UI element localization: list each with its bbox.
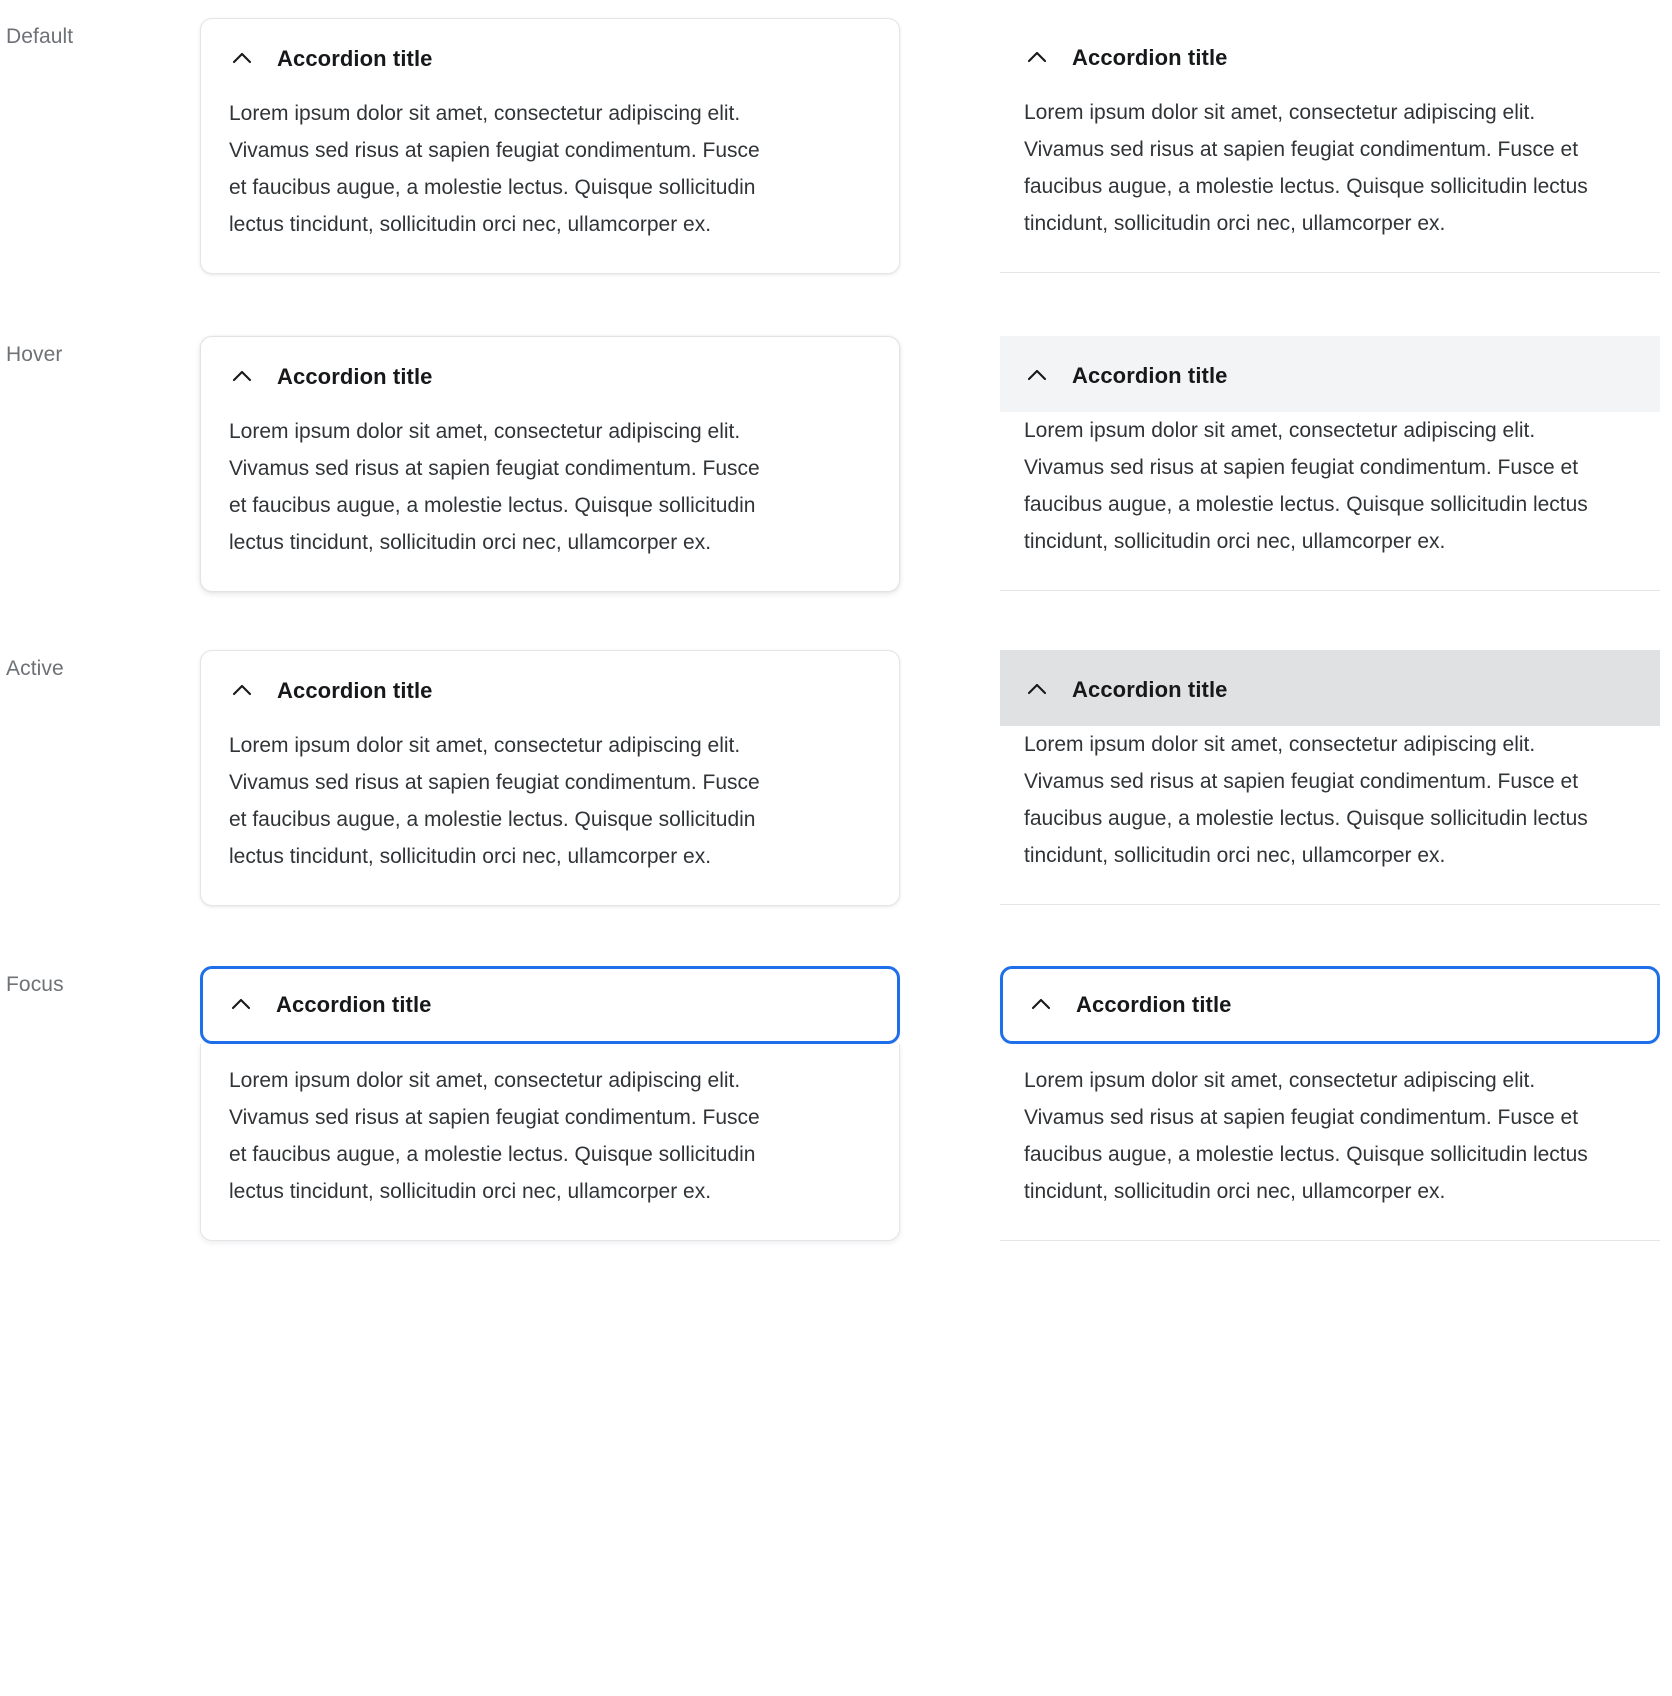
accordion-body: Lorem ipsum dolor sit amet, consectetur adipiscing elit. Vivamus sed risus at sapien feugiat condimentum. Fusce et faucibus augue, a molestie lectus. Quisque sollicitudin lectus tincidunt, sollicitudin orci nec, ullamcorper ex.: [229, 1069, 760, 1203]
state-label-default: Default: [6, 25, 74, 48]
accordion-default-plain: [1000, 18, 1660, 273]
accordion-focus-plain: [1000, 966, 1660, 1241]
accordion-body: Lorem ipsum dolor sit amet, consectetur adipiscing elit. Vivamus sed risus at sapien feugiat condimentum. Fusce et faucibus augue, a molestie lectus. Quisque sollicitudin lectus tincidunt, sollicitudin orci nec, ullamcorper ex.: [229, 734, 760, 868]
chevron-up-icon: [228, 992, 254, 1018]
accordion-body: Lorem ipsum dolor sit amet, consectetur adipiscing elit. Vivamus sed risus at sapien feugiat condimentum. Fusce et faucibus augue, a molestie lectus. Quisque sollicitudin lectus tincidunt, sollicitudin orci nec, ullamcorper ex.: [229, 420, 760, 554]
accordion-title: Accordion title: [1072, 677, 1228, 702]
accordion-plain: [1000, 336, 1660, 591]
chevron-up-icon: [1028, 992, 1054, 1018]
state-row-default: [0, 0, 1672, 274]
accordion-body: Lorem ipsum dolor sit amet, consectetur adipiscing elit. Vivamus sed risus at sapien feugiat condimentum. Fusce et faucibus augue, a molestie lectus. Quisque sollicitudin lectus tincidunt, sollicitudin orci nec, ullamcorper ex.: [1024, 1069, 1588, 1203]
accordion-body: Lorem ipsum dolor sit amet, consectetur adipiscing elit. Vivamus sed risus at sapien feugiat condimentum. Fusce et faucibus augue, a molestie lectus. Quisque sollicitudin lectus tincidunt, sollicitudin orci nec, ullamcorper ex.: [1024, 101, 1588, 235]
accordion-title: Accordion title: [1072, 363, 1228, 388]
accordion-hover-card: [200, 336, 900, 592]
chevron-up-icon: [229, 46, 255, 72]
accordion-header[interactable]: [1000, 18, 1660, 94]
state-label-hover: Hover: [6, 343, 63, 366]
accordion-card: [200, 336, 900, 592]
accordion-body: Lorem ipsum dolor sit amet, consectetur adipiscing elit. Vivamus sed risus at sapien feugiat condimentum. Fusce et faucibus augue, a molestie lectus. Quisque sollicitudin lectus tincidunt, sollicitudin orci nec, ullamcorper ex.: [1024, 419, 1588, 553]
accordion-header[interactable]: [1003, 969, 1657, 1041]
accordion-header[interactable]: [1000, 336, 1660, 412]
chevron-up-icon: [1024, 45, 1050, 71]
accordion-body: Lorem ipsum dolor sit amet, consectetur adipiscing elit. Vivamus sed risus at sapien feugiat condimentum. Fusce et faucibus augue, a molestie lectus. Quisque sollicitudin lectus tincidunt, sollicitudin orci nec, ullamcorper ex.: [229, 102, 760, 236]
accordion-header[interactable]: [201, 651, 899, 727]
accordion-focus-card: [200, 966, 900, 1241]
accordion-header[interactable]: [201, 337, 899, 413]
chevron-up-icon: [229, 678, 255, 704]
accordion-header[interactable]: [201, 19, 899, 95]
accordion-body: Lorem ipsum dolor sit amet, consectetur adipiscing elit. Vivamus sed risus at sapien feugiat condimentum. Fusce et faucibus augue, a molestie lectus. Quisque sollicitudin lectus tincidunt, sollicitudin orci nec, ullamcorper ex.: [1024, 733, 1588, 867]
chevron-up-icon: [1024, 677, 1050, 703]
accordion-panel: [200, 1044, 900, 1241]
accordion-title: Accordion title: [277, 46, 433, 71]
accordion-default-card: [200, 18, 900, 274]
accordion-plain: [1000, 18, 1660, 273]
accordion-header[interactable]: [1000, 650, 1660, 726]
state-row-focus: [0, 906, 1672, 1241]
accordion-title: Accordion title: [1076, 992, 1232, 1017]
chevron-up-icon: [229, 364, 255, 390]
accordion-active-card: [200, 650, 900, 906]
accordion-card: [200, 18, 900, 274]
accordion-title: Accordion title: [276, 992, 432, 1017]
state-row-active: [0, 592, 1672, 906]
accordion-panel: [1000, 1044, 1660, 1241]
state-row-hover: [0, 274, 1672, 592]
accordion-card: [200, 650, 900, 906]
accordion-title: Accordion title: [1072, 45, 1228, 70]
accordion-header-focus-ring[interactable]: [1000, 966, 1660, 1044]
accordion-active-plain: [1000, 650, 1660, 905]
accordion-title: Accordion title: [277, 364, 433, 389]
state-label-active: Active: [6, 657, 64, 680]
accordion-title: Accordion title: [277, 678, 433, 703]
accordion-header[interactable]: [203, 969, 897, 1041]
state-label-focus: Focus: [6, 973, 64, 996]
accordion-plain: [1000, 650, 1660, 905]
chevron-up-icon: [1024, 363, 1050, 389]
accordion-hover-plain: [1000, 336, 1660, 591]
accordion-header-focus-ring[interactable]: [200, 966, 900, 1044]
